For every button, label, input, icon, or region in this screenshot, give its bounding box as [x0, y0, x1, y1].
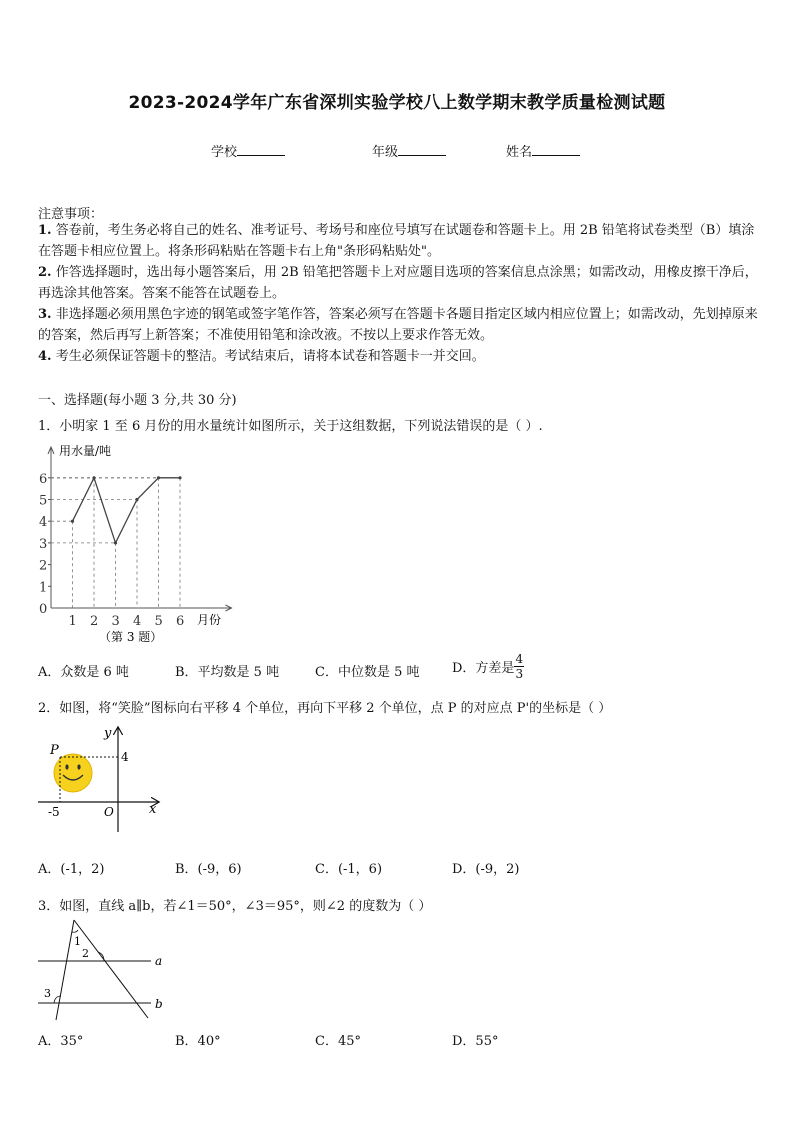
chart-data-point	[114, 541, 117, 544]
question-3-stem: 3．如图，直线 a∥b，若∠1＝50°，∠3＝95°，则∠2 的度数为（ ）	[38, 899, 432, 914]
chart-series-polyline	[73, 478, 181, 543]
q1-option-d[interactable]: D．方差是 $\frac{4}{3}$	[452, 652, 524, 681]
school-label: 学校	[211, 145, 238, 160]
point-p-label: P	[50, 743, 59, 758]
q3-option-c[interactable]: C．45°	[315, 1034, 361, 1049]
chart-xtick-label: 6	[176, 614, 185, 629]
chart-xtick-label: 1	[68, 614, 77, 629]
notes-heading: 注意事项：	[38, 207, 104, 222]
parallel-lines-figure	[36, 918, 176, 1022]
chart-ytick-label: 0	[39, 602, 48, 617]
grade-blank[interactable]	[398, 143, 446, 156]
water-usage-chart	[36, 440, 236, 650]
grade-field	[372, 141, 446, 160]
chart-ytick-label: 6	[39, 471, 48, 487]
transversal-left	[56, 920, 74, 1020]
chart-data-point	[135, 498, 138, 501]
chart-data-point	[71, 520, 74, 523]
q1-option-b[interactable]: B．平均数是 5 吨	[175, 665, 280, 680]
origin-label: O	[104, 805, 114, 819]
school-blank[interactable]	[237, 143, 285, 156]
angle-1-label: 1	[74, 935, 81, 948]
smiley-eye-icon	[77, 764, 80, 769]
fraction: $\frac{4}{3}$	[515, 652, 524, 681]
x-axis-label: x	[149, 802, 157, 817]
q2-option-d[interactable]: D．(-9，2)	[452, 862, 520, 877]
chart-caption: （第 3 题）	[99, 630, 163, 644]
q3-option-a[interactable]: A．35°	[38, 1034, 84, 1049]
chart-data-point	[92, 476, 95, 479]
chart-ylabel: 用水量/吨	[59, 444, 112, 458]
tick-neg5-label: -5	[48, 805, 60, 819]
q2-option-b[interactable]: B．(-9，6)	[175, 862, 242, 877]
name-blank[interactable]	[532, 143, 580, 156]
chart-xtick-label: 2	[90, 614, 99, 629]
q3-option-d[interactable]: D．55°	[452, 1034, 499, 1049]
q2-option-a[interactable]: A．(-1，2)	[38, 862, 105, 877]
question-1-stem: 1．小明家 1 至 6 月份的用水量统计如图所示，关于这组数据，下列说法错误的是（ ）.	[38, 419, 543, 434]
chart-ytick-label: 1	[39, 580, 48, 596]
name-label: 姓名	[506, 145, 533, 160]
chart-data-point	[157, 476, 160, 479]
school-field	[211, 141, 285, 160]
tick-4-label: 4	[121, 750, 129, 764]
q3-option-b[interactable]: B．40°	[175, 1034, 221, 1049]
chart-xtick-label: 3	[111, 614, 120, 629]
line-b-label: b	[155, 997, 163, 1011]
angle-3-label: 3	[44, 987, 51, 1000]
note-item: 4. 考生必须保证答题卡的整洁。考试结束后，请将本试卷和答题卡一并交回。	[38, 349, 485, 364]
chart-ytick-label: 5	[39, 493, 48, 509]
page-title: 2023-2024学年广东省深圳实验学校八上数学期末教学质量检测试题	[128, 93, 666, 113]
note-item: 3. 非选择题必须用黑色字迹的钢笔或签字笔作答，答案必须写在答题卡各题目指定区域内相应位置上；如需改动，先划掉原来的答案，然后再写上新答案；不准使用铅笔和涂改液。不按以上要求作答无效。	[38, 307, 758, 343]
section-heading: 一、选择题(每小题 3 分,共 30 分)	[38, 393, 237, 408]
name-field	[506, 141, 580, 160]
chart-xlabel: 月份	[197, 613, 222, 627]
chart-axes	[48, 447, 232, 611]
y-axis-label: y	[104, 726, 112, 741]
chart-ytick-label: 3	[39, 536, 48, 552]
chart-data-point	[178, 476, 181, 479]
chart-ytick-label: 4	[39, 515, 48, 531]
chart-ytick-label: 2	[39, 558, 48, 574]
q2-option-c[interactable]: C．(-1，6)	[315, 862, 383, 877]
angle-1-arc	[72, 930, 78, 932]
smiley-coordinate-figure	[36, 722, 176, 842]
grade-label: 年级	[372, 145, 399, 160]
q1-option-a[interactable]: A．众数是 6 吨	[38, 665, 129, 680]
chart-tick-labels	[39, 472, 184, 629]
chart-xtick-label: 4	[133, 614, 142, 629]
chart-series-line	[71, 476, 182, 544]
note-item: 2. 作答选择题时，选出每小题答案后，用 2B 铅笔把答题卡上对应题目选项的答案信息点涂黑；如需改动，用橡皮擦干净后，再选涂其他答案。答案不能答在试题卷上。	[38, 265, 758, 301]
q1-option-c[interactable]: C．中位数是 5 吨	[315, 665, 420, 680]
question-2-stem: 2．如图，将“笑脸”图标向右平移 4 个单位，再向下平移 2 个单位，点 P 的对应点 P'的坐标是（ ）	[38, 701, 612, 716]
smiley-eye-icon	[65, 764, 68, 769]
chart-xtick-label: 5	[154, 614, 163, 629]
line-a-label: a	[155, 954, 163, 968]
angle-2-label: 2	[82, 947, 89, 960]
note-item: 1. 答卷前，考生务必将自己的姓名、准考证号、考场号和座位号填写在试题卷和答题卡上。用 2B 铅笔将试卷类型（B）填涂在答题卡相应位置上。将条形码粘贴在答题卡右上角"条形码粘贴处"。	[38, 223, 755, 259]
